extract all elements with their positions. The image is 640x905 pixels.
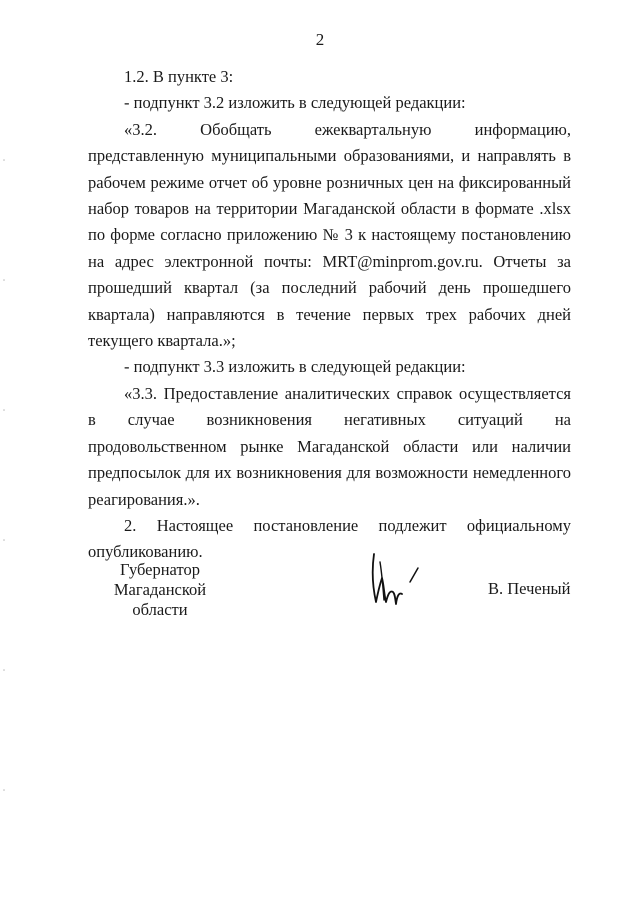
- signatory-title-line2: Магаданской области: [113, 580, 207, 619]
- signatory-title: [90, 560, 230, 620]
- paragraph-subpoint-3-3-text: «3.3. Предоставление аналитических справок осуществляется в случае возникновения негативных ситуаций на продовольственном рынке Магаданской области или наличии предпосылок для их возникновения для возможности немедленного реагирования.».: [88, 383, 571, 509]
- signatory-title-line1: Губернатор: [120, 560, 200, 579]
- signatory-name: В. Печеный: [488, 579, 571, 598]
- scan-margin-marks: [2, 150, 6, 850]
- page-number: 2: [315, 30, 325, 49]
- document-body: [88, 64, 571, 566]
- signature-block: [0, 560, 640, 630]
- handwritten-signature: [360, 548, 430, 614]
- paragraph-subpoint-3-2-text: «3.2. Обобщать ежеквартальную информацию, представленную муниципальными образованиями, и направлять в рабочем режиме отчет об уровне розничных цен на фиксированный набор товаров на территории Магаданской области в формате .xlsx по форме согласно приложению № 3 к настоящему постановлению на адрес электронной почты: MRT@minprom.gov.ru. Отчеты за прошедший квартал (за последний рабочий день прошедшего квартала) направляются в течение первых трех рабочих дней текущего квартала.»;: [88, 119, 571, 351]
- paragraph-subpoint-3-2-intro: - подпункт 3.2 изложить в следующей редакции:: [124, 93, 466, 113]
- paragraph-subpoint-3-3-intro: - подпункт 3.3 изложить в следующей редакции:: [124, 357, 466, 377]
- paragraph-publication: 2. Настоящее постановление подлежит официальному опубликованию.: [88, 515, 571, 562]
- paragraph-1-2-heading: 1.2. В пункте 3:: [124, 67, 234, 86]
